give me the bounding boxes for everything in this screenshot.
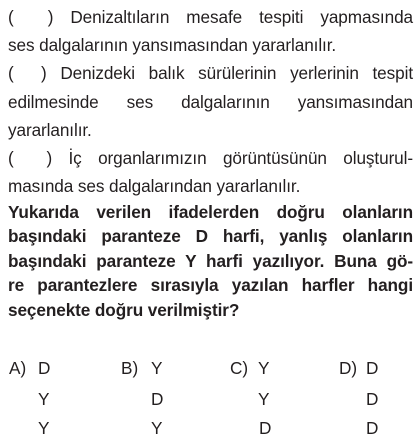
statement-line: ( ) Denizdeki balık sürülerinin yerlerinin tespit — [8, 63, 413, 84]
statement-line: masında ses dalgalarından yararlanılır. — [8, 176, 301, 197]
question-line: başındaki paranteze D harfi, yanlış olanların — [8, 226, 413, 247]
statements-list — [8, 3, 413, 200]
statement-line: ( ) Denizaltıların mesafe tespiti yapmasında — [8, 7, 413, 27]
statement-line: yararlanılır. — [8, 119, 92, 140]
question-line: Yukarıda verilen ifadelerden doğru olanların — [8, 202, 413, 222]
option-value-2: Y — [258, 389, 270, 409]
question-line: başındaki paranteze Y harfi yazılıyor. Buna gö- — [8, 250, 413, 271]
option-letter: A) — [9, 358, 27, 378]
option-value-2: Y — [38, 389, 50, 409]
option-value-1: D — [366, 358, 379, 378]
option-value-3: D — [366, 418, 379, 438]
option-value-3: Y — [151, 418, 163, 438]
answer-options — [0, 358, 419, 448]
question-line: re parantezlere sırasıyla yazılan harfler hangi — [8, 275, 413, 296]
statement-1 — [8, 3, 413, 59]
option-value-3: Y — [38, 418, 50, 438]
option-letter: D) — [339, 358, 358, 378]
statement-3 — [8, 144, 413, 200]
option-value-1: Y — [151, 358, 163, 378]
option-value-3: D — [259, 418, 272, 438]
statement-line: edilmesinde ses dalgalarının yansımasından — [8, 91, 413, 112]
question-line: seçenekte doğru verilmiştir? — [8, 299, 240, 320]
statement-line: ses dalgalarının yansımasından yararlanılır. — [8, 35, 337, 56]
option-value-1: Y — [258, 358, 270, 378]
option-letter: B) — [121, 358, 139, 378]
question-stem — [8, 200, 413, 322]
option-value-2: D — [151, 389, 164, 409]
option-letter: C) — [230, 358, 249, 378]
statement-line: ( ) İç organlarımızın görüntüsünün oluşturul- — [8, 148, 413, 169]
option-value-2: D — [366, 389, 379, 409]
option-value-1: D — [38, 358, 51, 378]
statement-2 — [8, 59, 413, 144]
